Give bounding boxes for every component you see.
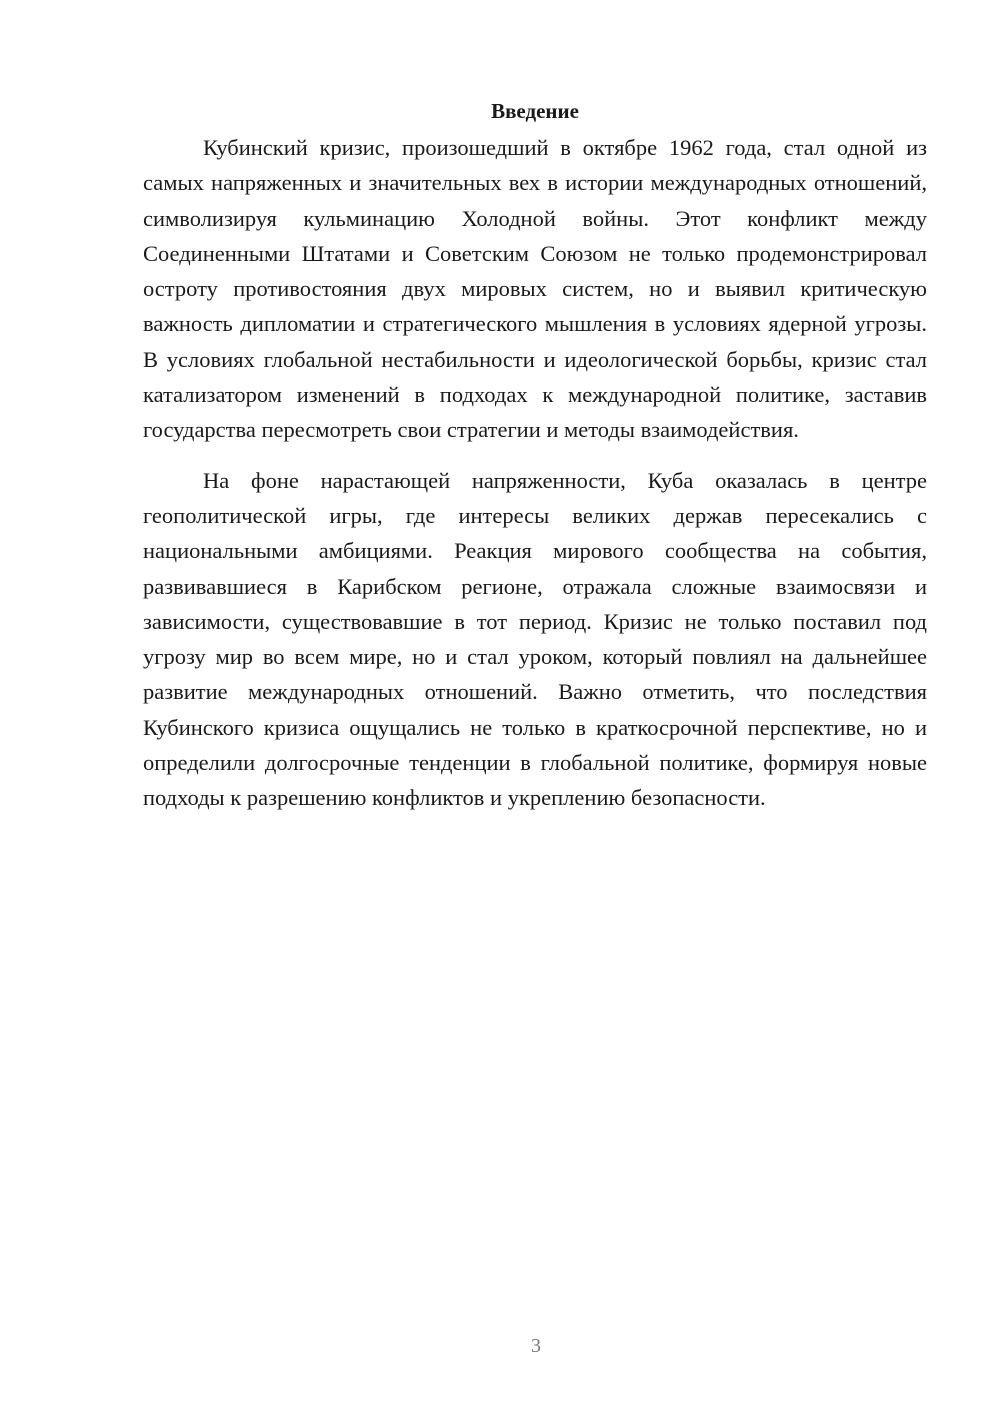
section-heading: Введение — [491, 99, 579, 123]
page-number: 3 — [531, 1335, 541, 1357]
paragraph-1: Кубинский кризис, произошедший в октябре 1962 года, стал одной из самых напряженных и значительных вех в истории международных отношений, символизируя кульминацию Холодной войны. Этот конфликт между Соединенными Штатами и Советским Союзом не только продемонстрировал остроту противостояния двух мировых систем, но и выявил критическую важность дипломатии и стратегического мышления в условиях ядерной угрозы. В условиях глобальной нестабильности и идеологической борьбы, кризис стал катализатором изменений в подходах к международной политике, заставив государства пересмотреть свои стратегии и методы взаимодействия. — [143, 135, 927, 443]
page-content — [143, 96, 927, 816]
paragraph-2: На фоне нарастающей напряженности, Куба оказалась в центре геополитической игры, где интересы великих держав пересекались с национальными амбициями. Реакция мирового сообщества на события, развивавшиеся в Карибском регионе, отражала сложные взаимосвязи и зависимости, существовавшие в тот период. Кризис не только поставил под угрозу мир во всем мире, но и стал уроком, который повлиял на дальнейшее развитие международных отношений. Важно отметить, что последствия Кубинского кризиса ощущались не только в краткосрочной перспективе, но и определили долгосрочные тенденции в глобальной политике, формируя новые подходы к разрешению конфликтов и укреплению безопасности. — [143, 467, 927, 811]
